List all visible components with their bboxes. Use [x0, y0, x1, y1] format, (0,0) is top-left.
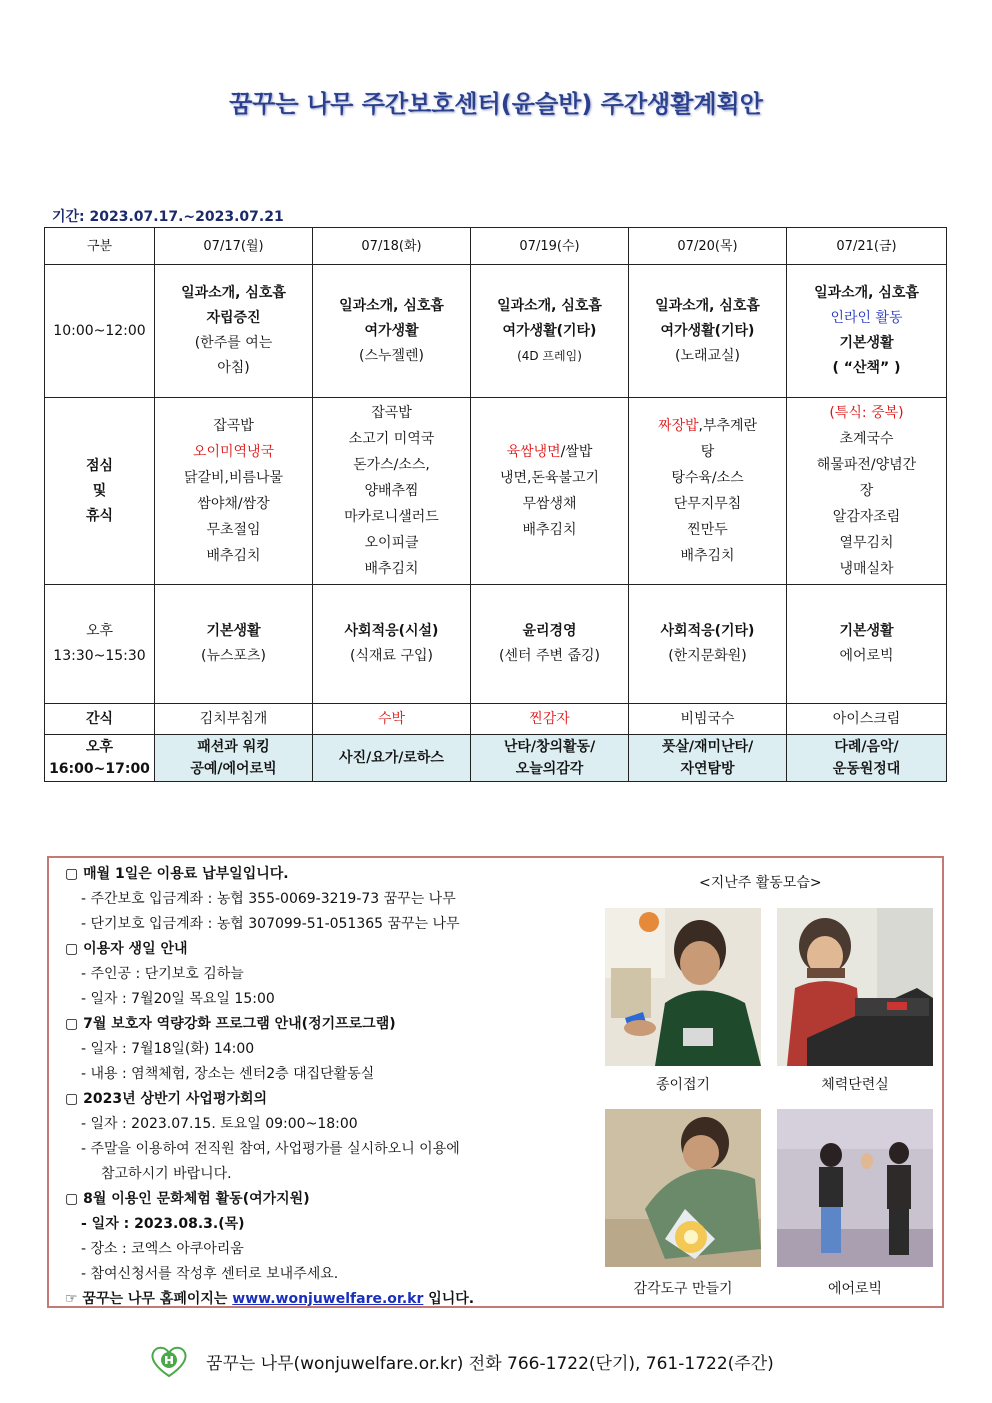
notice-heading: ▢ 2023년 상반기 사업평가회의 — [65, 1091, 268, 1107]
cell-line: 기본생활 — [839, 335, 894, 351]
cell-line: 아침) — [217, 360, 250, 376]
cell-line: 에어로빅 — [839, 648, 894, 664]
cell-line: 오늘의감각 — [515, 761, 584, 777]
photos-title: <지난주 활동모습> — [699, 875, 822, 891]
late-wed — [471, 735, 629, 782]
lunch-fri — [787, 398, 947, 585]
cell-line: 일과소개, 심호흡 — [181, 285, 286, 301]
table-header-row — [45, 228, 947, 265]
afternoon-fri — [787, 585, 947, 704]
photo-caption: 에어로빅 — [827, 1281, 883, 1297]
footer — [150, 1344, 850, 1378]
table-row-lunch — [45, 398, 947, 585]
cell-line: 배추김치 — [206, 548, 261, 564]
footer-text: 꿈꾸는 나무(wonjuwelfare.or.kr) 전화 766-1722(단기), 761-1722(주간) — [206, 1353, 774, 1374]
cell-line: 여가생활(기타) — [660, 322, 755, 339]
cell-line: 오이미역냉국 — [192, 444, 275, 460]
cell-line: 운동원정대 — [832, 761, 901, 777]
cell-line: (센터 주변 줍깅) — [499, 648, 600, 664]
notice-list — [65, 862, 605, 1312]
photo-sensory-tools — [605, 1109, 761, 1267]
cell-line: 배추김치 — [364, 561, 419, 577]
row-label: 10:00~12:00 — [45, 265, 155, 398]
cell-line: 일과소개, 심호흡 — [339, 297, 444, 314]
notice-heading: ▢ 8월 이용인 문화체험 활동(여가지원) — [65, 1191, 310, 1207]
lunch-wed — [471, 398, 629, 585]
cell-line: 해물파전/양념간 — [816, 457, 917, 473]
cell-line: (특식: 중복) — [829, 405, 904, 421]
snack-thu: 비빔국수 — [629, 704, 787, 735]
cell-line: 풋살/재미난타/ — [661, 739, 754, 755]
cell-line: (한지문화원) — [668, 648, 747, 664]
cell-line: ( “산책” ) — [832, 360, 901, 376]
cell-line: 닭갈비,비름나물 — [183, 470, 284, 486]
cell-line: 일과소개, 심호흡 — [655, 297, 760, 314]
cell-line: 다례/음악/ — [834, 739, 899, 755]
photo-caption: 종이접기 — [655, 1077, 711, 1093]
snack-tue: 수박 — [313, 704, 471, 735]
morning-mon — [155, 265, 313, 398]
lunch-tue — [313, 398, 471, 585]
notice-line: 참고하시기 바랍니다. — [101, 1166, 232, 1182]
cell-line: 장 — [859, 483, 874, 499]
lunch-thu — [629, 398, 787, 585]
heart-logo-icon — [150, 1344, 188, 1378]
photo-caption: 체력단련실 — [821, 1077, 889, 1093]
period-label: 기간: 2023.07.17.~2023.07.21 — [52, 209, 284, 225]
cell-line: 사회적응(시설) — [344, 623, 439, 639]
snack-wed: 찐감자 — [471, 704, 629, 735]
row-label — [45, 735, 155, 782]
notice-heading: ▢ 7월 보호자 역량강화 프로그램 안내(정기프로그램) — [65, 1016, 396, 1032]
row-label — [45, 585, 155, 704]
cell-line: 자연탐방 — [680, 761, 735, 777]
cell-line: (스누젤렌) — [358, 347, 425, 364]
cell-line: 오이피클 — [364, 535, 419, 551]
row-label: 간식 — [45, 704, 155, 735]
cell-line: 양배추찜 — [364, 483, 419, 499]
cell-line: 기본생활 — [206, 623, 261, 639]
header-cell: 07/18(화) — [313, 228, 471, 265]
afternoon-wed — [471, 585, 629, 704]
lunch-mon — [155, 398, 313, 585]
photo-fitness-room — [777, 908, 933, 1066]
header-cell: 구분 — [45, 228, 155, 265]
cell-line: 탕수육/소스 — [671, 470, 744, 486]
cell-line: 잡곡밥 — [371, 405, 412, 421]
cell-line: 냉매실차 — [839, 561, 894, 577]
cell-line: 일과소개, 심호흡 — [814, 285, 919, 301]
snack-fri: 아이스크림 — [787, 704, 947, 735]
cell-line: (한주를 여는 — [194, 335, 273, 351]
notice-heading: ▢ 매월 1일은 이용료 납부일입니다. — [65, 866, 289, 882]
afternoon-thu — [629, 585, 787, 704]
cell-text: /쌀밥 — [560, 444, 593, 460]
cell-line: 냉면,돈육불고기 — [499, 470, 600, 486]
homepage-suffix: 입니다. — [423, 1291, 475, 1307]
cell-line: 휴식 — [85, 507, 114, 524]
table-row-afternoon — [45, 585, 947, 704]
cell-line: 마카로니샐러드 — [344, 509, 439, 525]
cell-line: 단무지무침 — [673, 496, 742, 512]
cell-line: 및 — [92, 482, 107, 499]
homepage-prefix: ☞ 꿈꾸는 나무 홈페이지는 — [65, 1291, 233, 1307]
cell-line: 배추김치 — [680, 548, 735, 564]
late-thu — [629, 735, 787, 782]
morning-wed — [471, 265, 629, 398]
header-cell: 07/17(월) — [155, 228, 313, 265]
cell-line — [473, 439, 626, 465]
cell-line: 찐만두 — [687, 522, 728, 538]
cell-line: 오후 — [85, 739, 114, 755]
notice-line: - 일자 : 7월18일(화) 14:00 — [81, 1041, 255, 1057]
table-row-snack — [45, 704, 947, 735]
notice-line: - 장소 : 코엑스 아쿠아리움 — [81, 1241, 244, 1257]
notice-line: - 참여신청서를 작성후 센터로 보내주세요. — [81, 1266, 339, 1282]
cell-line: 여가생활 — [364, 322, 419, 339]
notice-heading: ▢ 이용자 생일 안내 — [65, 941, 188, 957]
cell-line: (노래교실) — [674, 347, 741, 364]
photo-aerobics — [777, 1109, 933, 1267]
cell-line: 사진/요가/로하스 — [339, 750, 444, 766]
cell-line: 오후 — [85, 623, 114, 639]
cell-line: 배추김치 — [522, 522, 577, 538]
notice-line: - 내용 : 염책체험, 장소는 센터2층 대집단활동실 — [81, 1066, 375, 1082]
cell-line: 점심 — [85, 457, 114, 474]
cell-line: 인라인 활동 — [830, 310, 903, 326]
cell-line: 쌈야채/쌈장 — [197, 496, 270, 512]
cell-line: 소고기 미역국 — [348, 431, 435, 447]
notice-line: - 주말을 이용하여 전직원 참여, 사업평가를 실시하오니 이용에 — [81, 1141, 460, 1157]
homepage-link[interactable]: www.wonjuwelfare.or.kr — [232, 1291, 424, 1307]
morning-fri — [787, 265, 947, 398]
cell-line: 탕 — [700, 444, 715, 460]
morning-tue — [313, 265, 471, 398]
cell-line: 일과소개, 심호흡 — [497, 297, 602, 314]
late-mon — [155, 735, 313, 782]
notice-line: - 일자 : 2023.08.3.(목) — [81, 1216, 245, 1232]
notice-box — [47, 856, 944, 1308]
cell-line — [631, 413, 784, 439]
cell-line: 열무김치 — [839, 535, 894, 551]
page-title: 꿈꾸는 나무 주간보호센터(윤슬반) 주간생활계획안 — [229, 90, 763, 118]
cell-line: 무초절임 — [206, 522, 261, 538]
afternoon-tue — [313, 585, 471, 704]
notice-line: - 일자 : 7월20일 목요일 15:00 — [81, 991, 275, 1007]
highlight-text: 육쌈냉면 — [506, 444, 561, 460]
morning-thu — [629, 265, 787, 398]
cell-line: 패션과 워킹 — [197, 739, 270, 755]
header-cell: 07/19(수) — [471, 228, 629, 265]
homepage-line — [65, 1287, 605, 1312]
cell-line: 잡곡밥 — [213, 418, 254, 434]
cell-line: 난타/창의활동/ — [503, 739, 596, 755]
cell-line: (식재료 구입) — [350, 648, 433, 664]
header-cell: 07/21(금) — [787, 228, 947, 265]
late-tue — [313, 735, 471, 782]
cell-line: 돈가스/소스, — [353, 457, 430, 473]
cell-line: 공예/에어로빅 — [190, 761, 277, 777]
notice-line: - 주간보호 입금계좌 : 농협 355-0069-3219-73 꿈꾸는 나무 — [81, 891, 456, 907]
highlight-text: 짜장밥 — [657, 418, 699, 434]
snack-mon: 김치부침개 — [155, 704, 313, 735]
cell-line: (4D 프레임) — [517, 348, 582, 363]
notice-line: - 주인공 : 단기보호 김하늘 — [81, 966, 244, 982]
cell-line: 여가생활(기타) — [502, 322, 597, 339]
weekly-plan-table — [44, 227, 947, 782]
table-row-morning — [45, 265, 947, 398]
cell-line: 알감자조림 — [832, 509, 901, 525]
cell-line: 13:30~15:30 — [53, 648, 146, 664]
notice-line: - 일자 : 2023.07.15. 토요일 09:00~18:00 — [81, 1116, 358, 1132]
cell-line: 사회적응(기타) — [660, 623, 755, 639]
cell-line: 기본생활 — [839, 623, 894, 639]
cell-line: (뉴스포츠) — [200, 648, 267, 664]
late-fri — [787, 735, 947, 782]
cell-line: 무쌈생채 — [522, 496, 577, 512]
photo-caption: 감각도구 만들기 — [633, 1281, 733, 1297]
cell-line: 윤리경영 — [522, 623, 577, 639]
notice-line: - 단기보호 입금계좌 : 농협 307099-51-051365 꿈꾸는 나무 — [81, 916, 460, 932]
photo-origami — [605, 908, 761, 1066]
afternoon-mon — [155, 585, 313, 704]
row-label — [45, 398, 155, 585]
cell-line: 자립증진 — [206, 310, 261, 326]
cell-line: 16:00~17:00 — [49, 761, 150, 777]
cell-line: 초계국수 — [839, 431, 894, 447]
header-cell: 07/20(목) — [629, 228, 787, 265]
cell-text: ,부추계란 — [698, 418, 758, 434]
table-row-late — [45, 735, 947, 782]
